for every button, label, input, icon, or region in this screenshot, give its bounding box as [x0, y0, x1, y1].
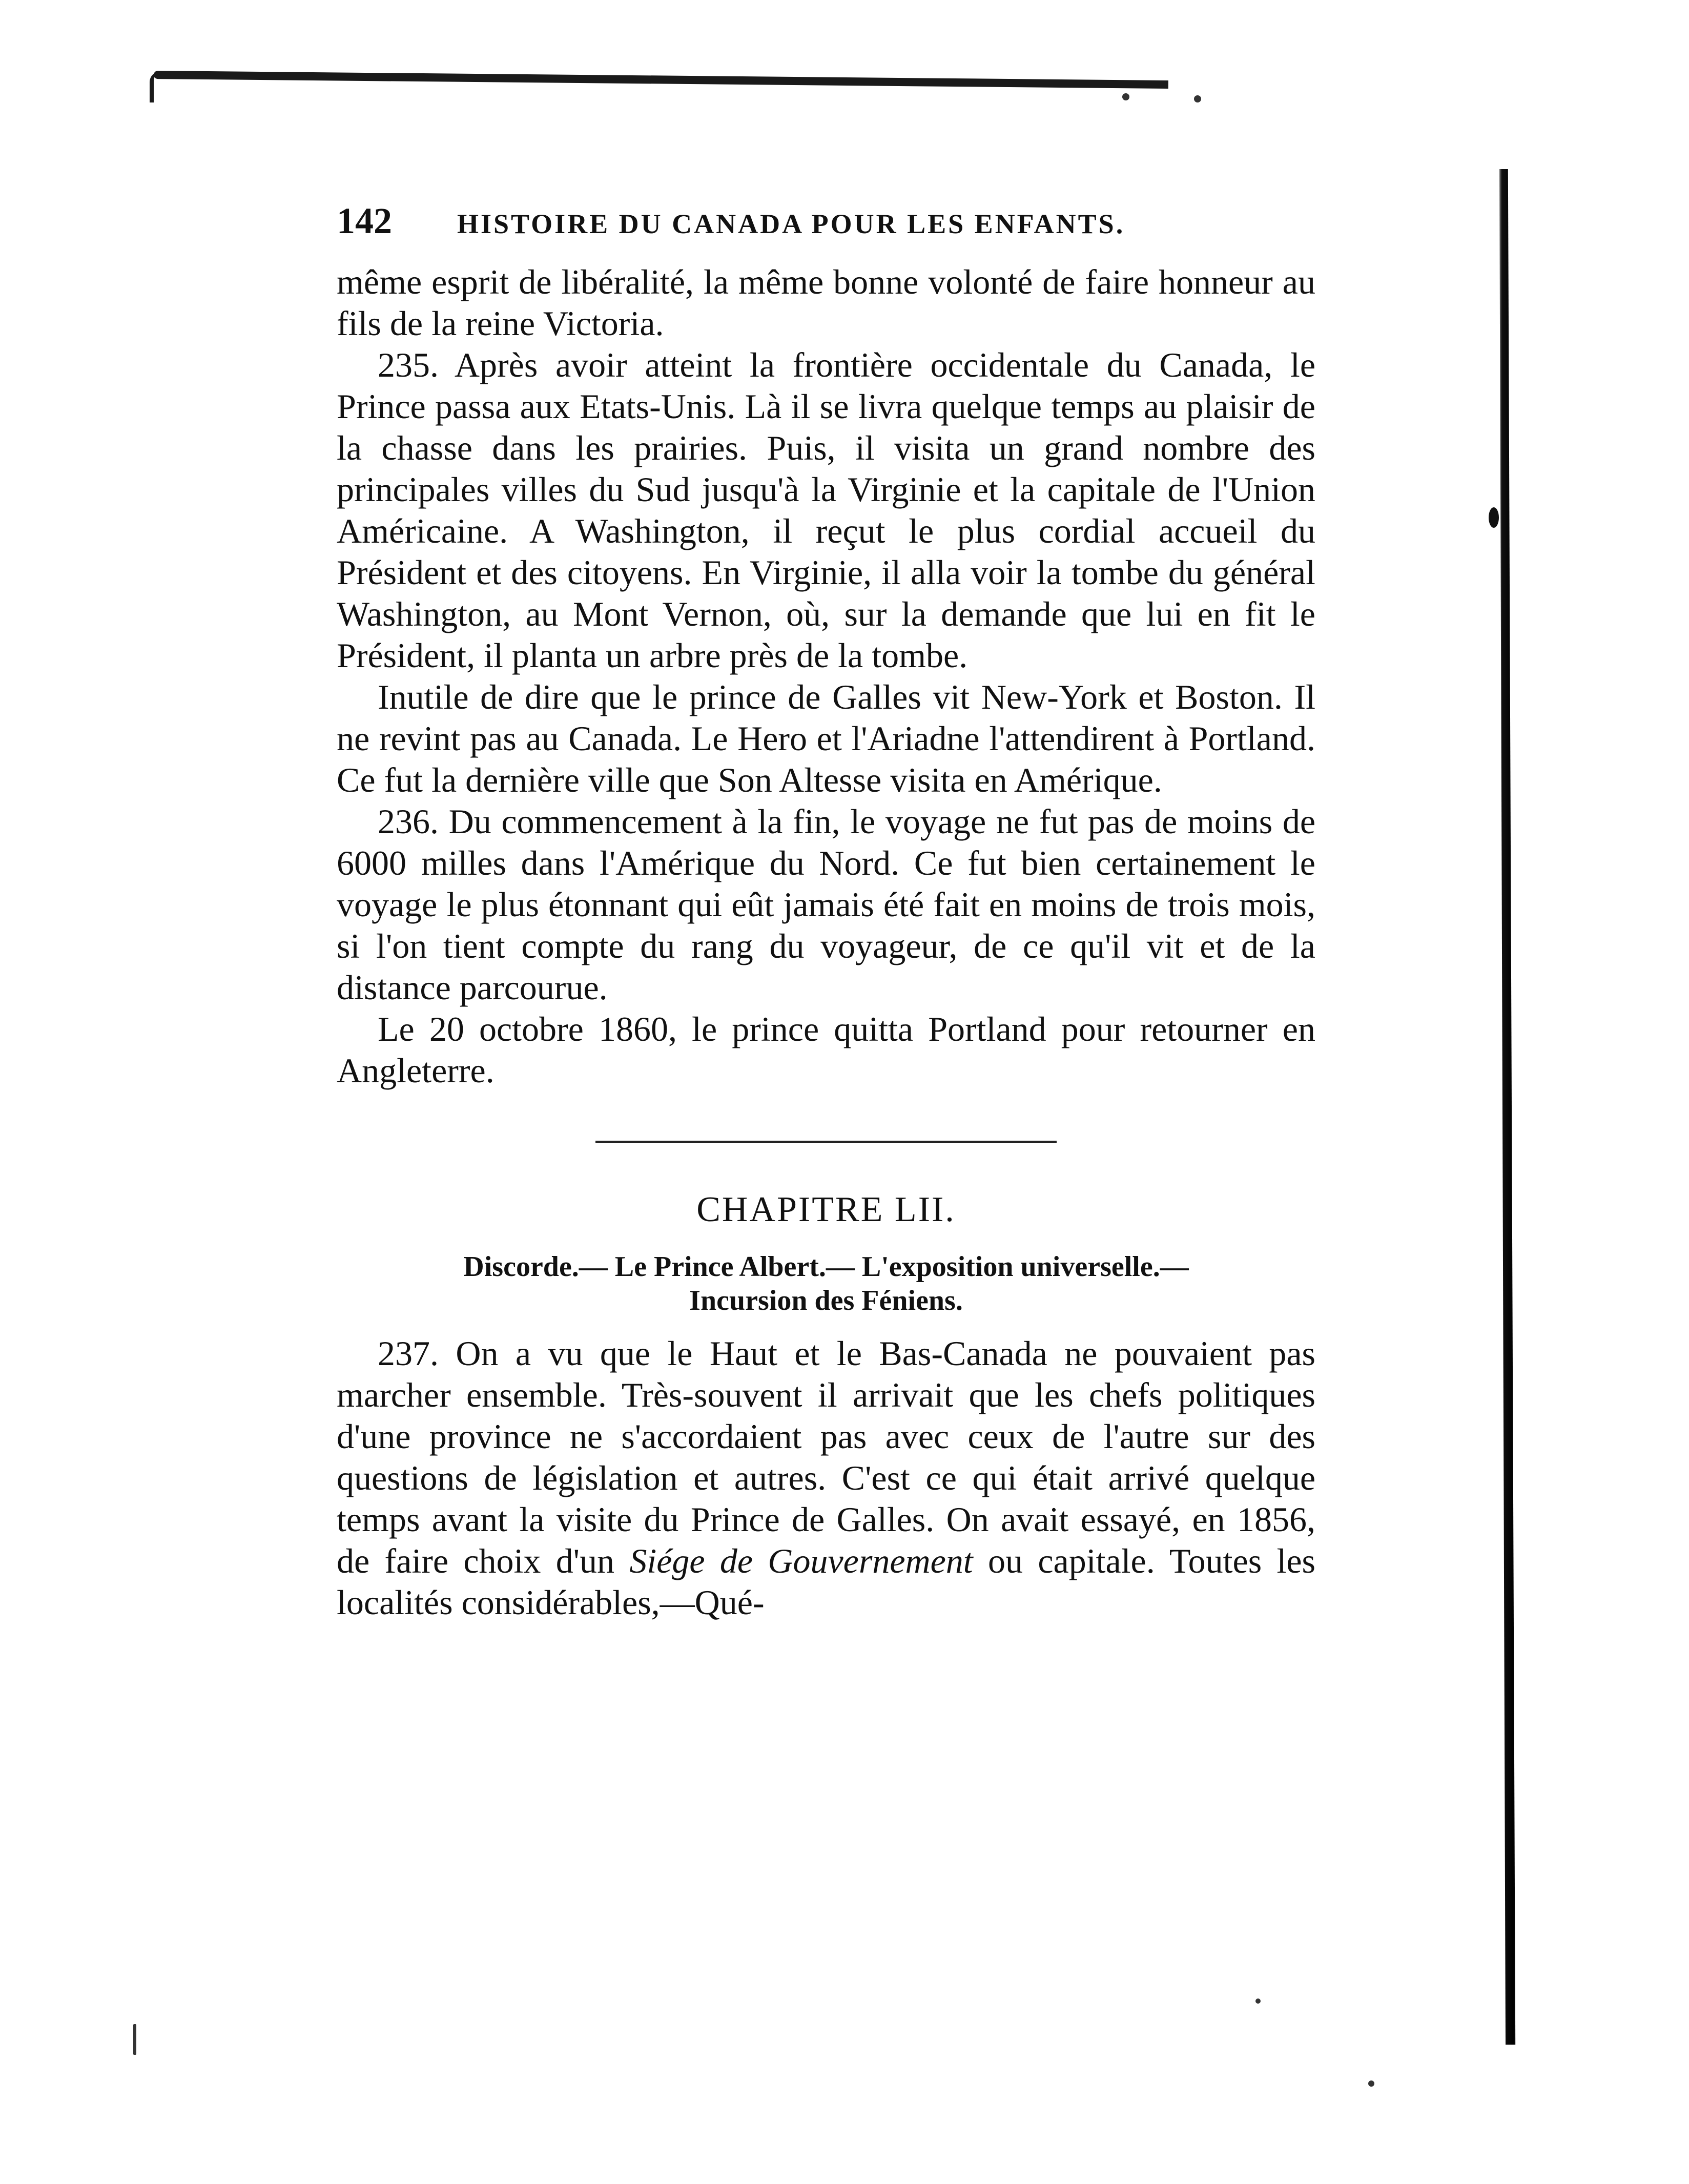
body-text: [337, 261, 1315, 1091]
chapter-summary: [337, 1250, 1315, 1317]
paragraph-237-text: 237. On a vu que le Haut et le Bas-Canada ne pouvaient pas marcher ensemble. Très-souvent il arrivait que les chefs politiques d'une province ne s'accordaient pas avec ceux de l'autre sur des questions de législation et autres. C'est ce qui était arrivé quelque temps avant la visite du Prince de Galles. On avait essayé, en 1856, de faire choix d'un: [337, 1334, 1315, 1580]
paragraph-237-end: ou capitale. Toutes les localités considérables,—Qué-: [337, 1541, 1316, 1622]
page-number: 142: [337, 200, 392, 241]
chapter-summary-line: Discorde.— Le Prince Albert.— L'exposition universelle.—: [463, 1251, 1189, 1283]
section-divider: [595, 1141, 1057, 1143]
italic-phrase: Siége de Gouvernement: [629, 1541, 973, 1580]
paragraph-235: 235. Après avoir atteint la frontière occidentale du Canada, le Prince passa aux Etats-Unis. Là il se livra quelque temps au plaisir de la chasse dans les prairies. Puis, il visita un grand nombre des principales villes du Sud jusqu'à la Virginie et la capitale de l'Union Américaine. A Washington, il reçut le plus cordial accueil du Président et des citoyens. En Virginie, il alla voir la tombe du général Washington, au Mont Vernon, où, sur la demande que lui en fit le Président, il planta un arbre près de la tombe.: [337, 345, 1315, 675]
book-page: [337, 200, 1315, 1623]
paragraph-237: [337, 1333, 1315, 1623]
chapter-title: CHAPITRE LII.: [696, 1190, 956, 1229]
ink-speck: [1368, 2080, 1374, 2087]
ink-mark: [133, 2024, 136, 2055]
top-border-rule: [154, 71, 1168, 89]
chapter-summary-line: Incursion des Féniens.: [689, 1285, 963, 1316]
ink-speck: [1255, 1998, 1261, 2004]
paragraph-depart: Le 20 octobre 1860, le prince quitta Portland pour retourner en Angleterre.: [337, 1009, 1315, 1090]
paragraph-236: 236. Du commencement à la fin, le voyage ne fut pas de moins de 6000 milles dans l'Amérique du Nord. Ce fut bien certainement le voyage le plus étonnant qui eût jamais été fait en moins de trois mois, si l'on tient compte du rang du voyageur, de ce qu'il vit et de la distance parcourue.: [337, 802, 1315, 1007]
ink-speck: [1122, 93, 1129, 100]
running-title: HISTOIRE DU CANADA POUR LES ENFANTS.: [457, 209, 1125, 239]
paragraph-continuation: même esprit de libéralité, la même bonne volonté de faire honneur au fils de la reine Victoria.: [337, 262, 1315, 343]
binding-mark: [1489, 507, 1499, 528]
running-header: [337, 200, 1315, 261]
book-binding-edge: [1496, 169, 1527, 2045]
paragraph-inutile: Inutile de dire que le prince de Galles vit New-York et Boston. Il ne revint pas au Canada. Le Hero et l'Ariadne l'attendirent à Portland. Ce fut la dernière ville que Son Altesse visita en Amérique.: [337, 677, 1315, 799]
chapter-body: [337, 1333, 1315, 1623]
ink-speck: [1194, 95, 1201, 102]
